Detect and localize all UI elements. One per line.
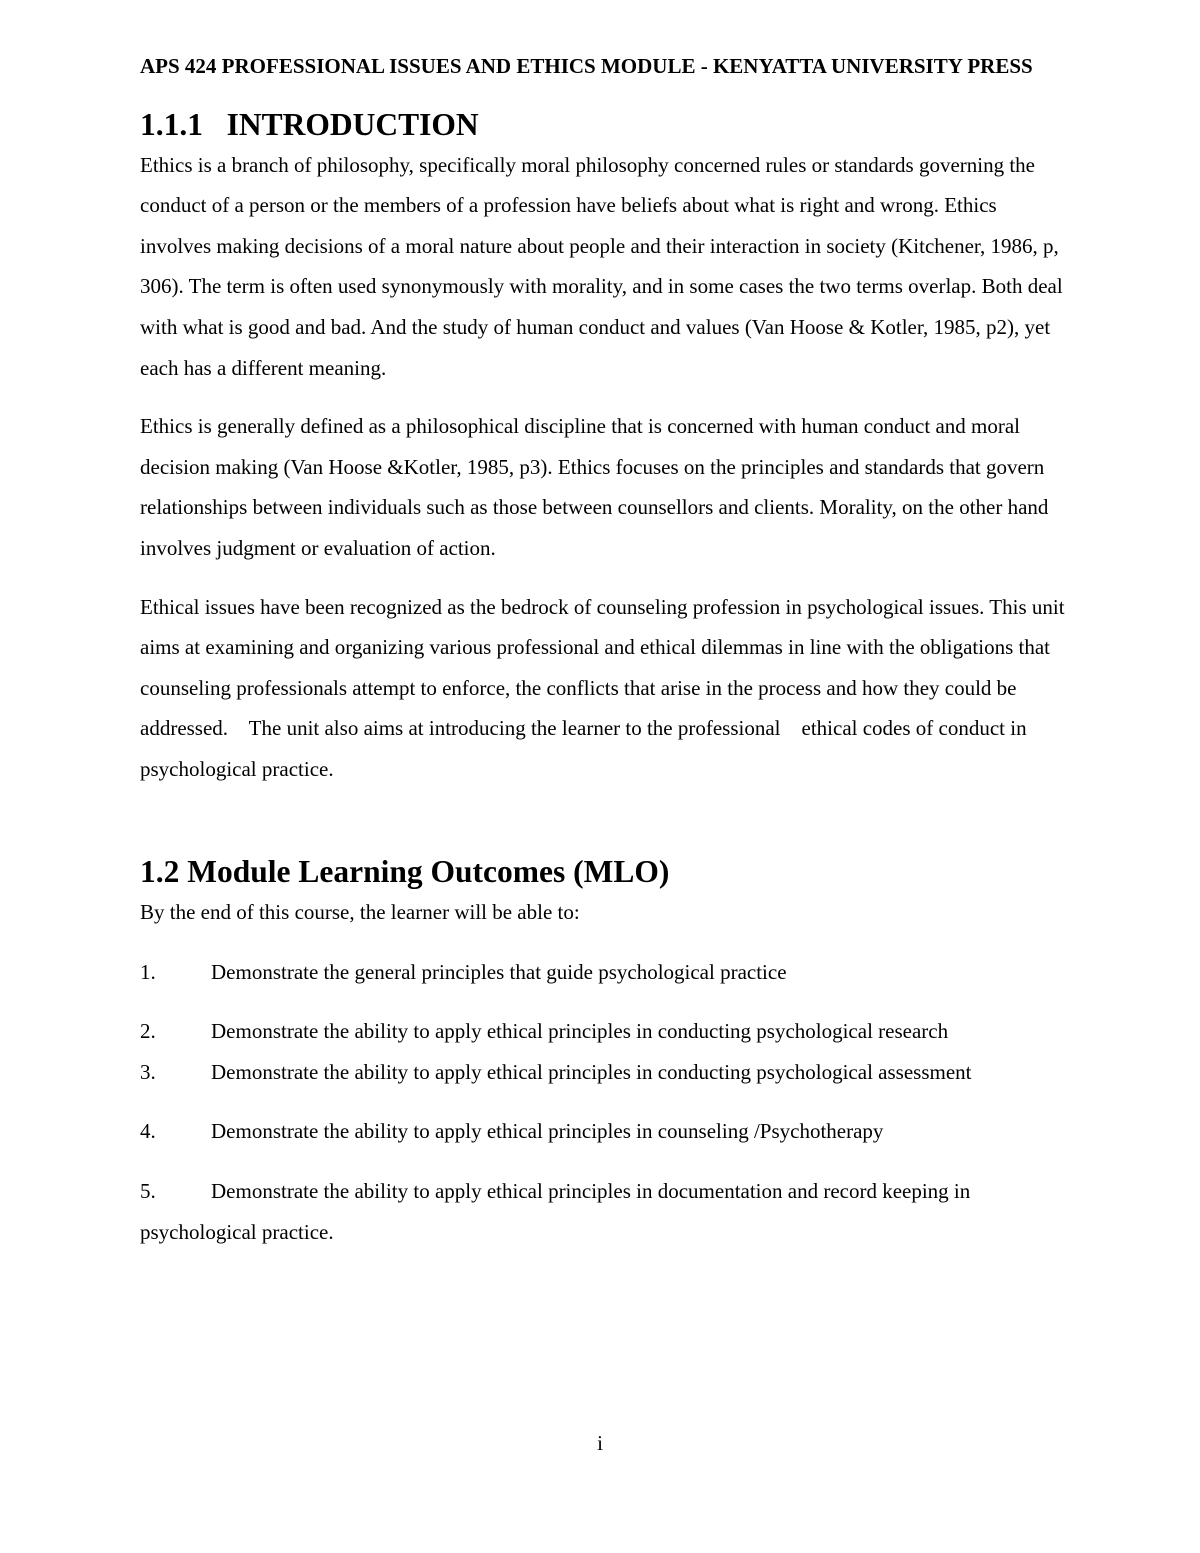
list-item-number: 4. [140, 1119, 156, 1144]
page-number: i [597, 1431, 603, 1455]
list-item-number: 5. [140, 1179, 156, 1204]
introduction-paragraph-3: Ethical issues have been recognized as the bedrock of counseling profession in psychological issues. This unit aims at examining and organizing various professional and ethical dilemmas in line with the obligations that counseling professionals attempt to enforce, the conflicts that arise in the process and how they could be addressed. The unit also aims at introducing the learner to the professional ethical codes of conduct in psychological practice. [140, 594, 1070, 781]
list-item [140, 1011, 1070, 1052]
list-item-text: Demonstrate the ability to apply ethical principles in counseling /Psychotherapy [211, 1119, 884, 1144]
document-title: APS 424 PROFESSIONAL ISSUES AND ETHICS MODULE - KENYATTA UNIVERSITY PRESS [140, 54, 1033, 78]
list-item-number: 1. [140, 959, 156, 984]
list-item-text: Demonstrate the ability to apply ethical principles in conducting psychological assessment [211, 1059, 972, 1084]
list-item [140, 1052, 1070, 1093]
list-item-text: Demonstrate the general principles that guide psychological practice [211, 959, 787, 984]
introduction-paragraph-2: Ethics is generally defined as a philosophical discipline that is concerned with human conduct and moral decision making (Van Hoose &Kotler, 1985, p3). Ethics focuses on the principles and standards that govern relationships between individuals such as those between counsellors and clients. Morality, on the other hand involves judgment or evaluation of action. [140, 414, 1049, 560]
list-item-number: 3. [140, 1059, 156, 1084]
list-item-text: Demonstrate the ability to apply ethical principles in conducting psychological research [211, 1019, 949, 1044]
list-item [140, 1111, 1070, 1152]
list-item [140, 952, 1070, 993]
page-content [140, 46, 1070, 1252]
introduction-heading: 1.1.1 INTRODUCTION [140, 106, 479, 142]
learning-outcomes-lead: By the end of this course, the learner will be able to: [140, 900, 580, 925]
list-item [140, 1171, 1070, 1252]
learning-outcomes-list [140, 952, 1070, 1253]
introduction-paragraph-1: Ethics is a branch of philosophy, specifically moral philosophy concerned rules or standards governing the conduct of a person or the members of a profession have beliefs about what is right and wrong. Ethics involves making decisions of a moral nature about people and their interaction in society (Kitchener, 1986, p, 306). The term is often used synonymously with morality, and in some cases the two terms overlap. Both deal with what is good and bad. And the study of human conduct and values (Van Hoose & Kotler, 1985, p2), yet each has a different meaning. [140, 152, 1063, 380]
learning-outcomes-heading: 1.2 Module Learning Outcomes (MLO) [140, 853, 670, 889]
list-item-text: Demonstrate the ability to apply ethical principles in documentation and record keeping in psychological practice. [140, 1179, 971, 1244]
list-item-number: 2. [140, 1019, 156, 1044]
